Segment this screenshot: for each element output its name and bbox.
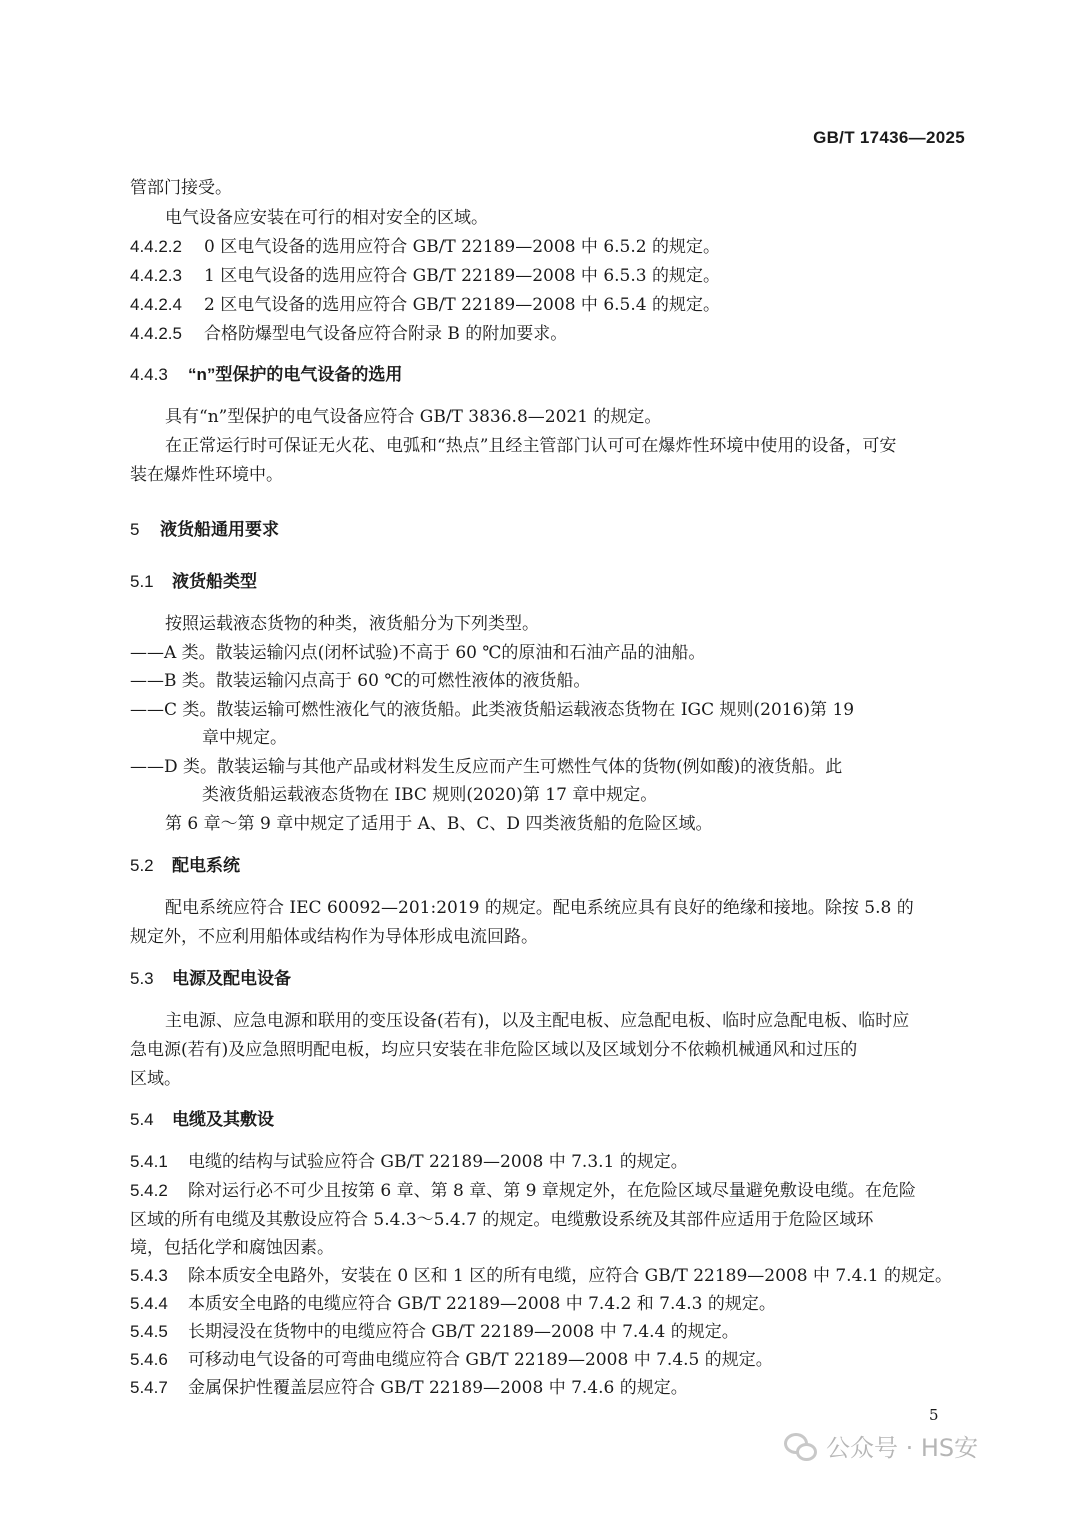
clause-number: 4.4.2.3 [130, 266, 182, 285]
clause-5-4-7 [130, 1377, 966, 1399]
section-heading-5-1 [130, 571, 257, 593]
list-item: ——D 类。散装运输与其他产品或材料发生反应而产生可燃性气体的货物(例如酸)的液货船。此 [130, 757, 843, 777]
section-heading-5-4 [130, 1109, 274, 1131]
clause-5-4-1 [130, 1151, 966, 1173]
clause-text: 除本质安全电路外，安装在 0 区和 1 区的所有电缆，应符合 GB/T 22189—2008 中 7.4.1 的规定。 [188, 1266, 953, 1286]
clause-4-4-2-3 [130, 265, 966, 287]
paragraph-line: 区域。 [130, 1069, 181, 1089]
clause-5-4-5 [130, 1321, 966, 1343]
heading-title: “n”型保护的电气设备的选用 [188, 365, 403, 384]
list-item-continuation: 类液货船运载液态货物在 IBC 规则(2020)第 17 章中规定。 [202, 785, 658, 805]
clause-number: 5.4.6 [130, 1350, 168, 1369]
list-item: ——A 类。散装运输闪点(闭杯试验)不高于 60 ℃的原油和石油产品的油船。 [130, 643, 706, 663]
list-item: ——B 类。散装运输闪点高于 60 ℃的可燃性液体的液货船。 [130, 671, 591, 691]
heading-title: 配电系统 [172, 856, 240, 875]
watermark-text: 公众号 · HS安 [826, 1434, 979, 1462]
paragraph-line: 急电源(若有)及应急照明配电板，均应只安装在非危险区域以及区域划分不依赖机械通风和过压的 [130, 1040, 858, 1060]
heading-title: 电缆及其敷设 [172, 1110, 274, 1129]
heading-number: 5.1 [130, 572, 154, 591]
heading-number: 5.4 [130, 1110, 154, 1129]
chapter-heading-5 [130, 519, 279, 541]
clause-number: 5.4.1 [130, 1152, 168, 1171]
heading-title: 液货船通用要求 [160, 520, 279, 539]
clause-number: 5.4.3 [130, 1266, 168, 1285]
clause-text: 2 区电气设备的选用应符合 GB/T 22189—2008 中 6.5.4 的规定。 [204, 295, 720, 315]
clause-text: 合格防爆型电气设备应符合附录 B 的附加要求。 [204, 324, 568, 344]
section-heading-5-2 [130, 855, 240, 877]
paragraph-line: 第 6 章～第 9 章中规定了适用于 A、B、C、D 四类液货船的危险区域。 [165, 814, 713, 834]
clause-5-4-2 [130, 1180, 966, 1202]
clause-4-4-2-2 [130, 236, 966, 258]
wechat-icon [784, 1433, 816, 1459]
paragraph-line: 装在爆炸性环境中。 [130, 465, 283, 485]
clause-text: 可移动电气设备的可弯曲电缆应符合 GB/T 22189—2008 中 7.4.5 的规定。 [188, 1350, 773, 1370]
list-item-continuation: 章中规定。 [202, 728, 287, 748]
section-heading-5-3 [130, 968, 291, 990]
clause-number: 5.4.2 [130, 1181, 168, 1200]
paragraph-line: 电气设备应安装在可行的相对安全的区域。 [165, 208, 488, 228]
clause-number: 4.4.2.2 [130, 237, 182, 256]
clause-number: 5.4.7 [130, 1378, 168, 1397]
clause-text: 长期浸没在货物中的电缆应符合 GB/T 22189—2008 中 7.4.4 的规定。 [188, 1322, 739, 1342]
paragraph-line: 规定外，不应利用船体或结构作为导体形成电流回路。 [130, 927, 538, 947]
clause-5-4-3 [130, 1265, 966, 1287]
heading-number: 5.3 [130, 969, 154, 988]
clause-text: 电缆的结构与试验应符合 GB/T 22189—2008 中 7.3.1 的规定。 [188, 1152, 688, 1172]
heading-number: 4.4.3 [130, 365, 168, 384]
clause-5-4-4 [130, 1293, 966, 1315]
heading-title: 液货船类型 [172, 572, 257, 591]
clause-text: 除对运行必不可少且按第 6 章、第 8 章、第 9 章规定外，在危险区域尽量避免敷设电缆。在危险 [188, 1181, 916, 1201]
watermark [784, 1428, 978, 1463]
paragraph-line: 配电系统应符合 IEC 60092—201:2019 的规定。配电系统应具有良好的绝缘和接地。除按 5.8 的 [165, 898, 914, 918]
paragraph-line: 管部门接受。 [130, 178, 232, 198]
page-number: 5 [929, 1406, 939, 1424]
heading-title: 电源及配电设备 [172, 969, 291, 988]
clause-number: 4.4.2.4 [130, 295, 182, 314]
clause-text: 1 区电气设备的选用应符合 GB/T 22189—2008 中 6.5.3 的规定。 [204, 266, 720, 286]
heading-number: 5 [130, 520, 140, 539]
clause-4-4-2-4 [130, 294, 966, 316]
clause-text: 0 区电气设备的选用应符合 GB/T 22189—2008 中 6.5.2 的规定。 [204, 237, 720, 257]
paragraph-line: 按照运载液态货物的种类，液货船分为下列类型。 [165, 614, 539, 634]
clause-text: 金属保护性覆盖层应符合 GB/T 22189—2008 中 7.4.6 的规定。 [188, 1378, 688, 1398]
list-item: ——C 类。散装运输可燃性液化气的液货船。此类液货船运载液态货物在 IGC 规则(2016)第 19 [130, 700, 855, 720]
paragraph-line: 主电源、应急电源和联用的变压设备(若有)，以及主配电板、应急配电板、临时应急配电板、临时应 [165, 1011, 910, 1031]
clause-continuation: 境，包括化学和腐蚀因素。 [130, 1238, 334, 1258]
clause-4-4-2-5 [130, 323, 966, 345]
heading-number: 5.2 [130, 856, 154, 875]
clause-continuation: 区域的所有电缆及其敷设应符合 5.4.3～5.4.7 的规定。电缆敷设系统及其部件应适用于危险区域环 [130, 1210, 874, 1230]
clause-number: 4.4.2.5 [130, 324, 182, 343]
paragraph-line: 在正常运行时可保证无火花、电弧和“热点”且经主管部门认可可在爆炸性环境中使用的设备，可安 [165, 436, 897, 456]
clause-number: 5.4.4 [130, 1294, 168, 1313]
paragraph-line: 具有“n”型保护的电气设备应符合 GB/T 3836.8—2021 的规定。 [165, 407, 662, 427]
standard-code: GB/T 17436—2025 [813, 128, 965, 147]
clause-text: 本质安全电路的电缆应符合 GB/T 22189—2008 中 7.4.2 和 7.4.3 的规定。 [188, 1294, 776, 1314]
section-heading-4-4-3 [130, 364, 402, 386]
clause-number: 5.4.5 [130, 1322, 168, 1341]
clause-5-4-6 [130, 1349, 966, 1371]
